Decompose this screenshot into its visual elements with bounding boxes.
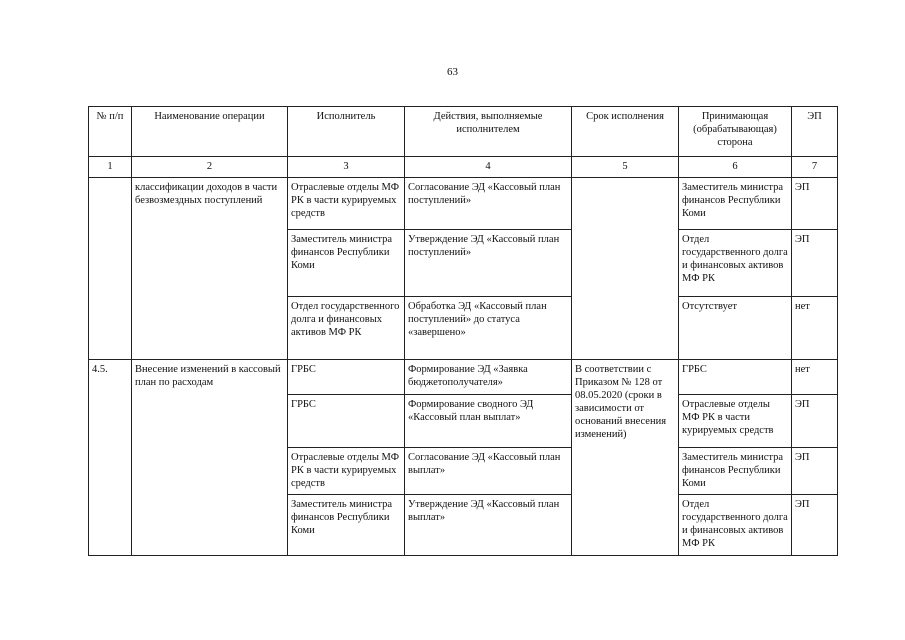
table-row — [89, 360, 838, 395]
column-number: 4 — [405, 157, 572, 178]
column-number: 7 — [792, 157, 838, 178]
column-number: 3 — [288, 157, 405, 178]
header-number: № п/п — [89, 107, 132, 157]
header-action: Действия, выполняемые исполнителем — [405, 107, 572, 157]
executor-cell: Отраслевые отделы МФ РК в части курируемых средств — [288, 178, 405, 230]
ep-cell: ЭП — [792, 395, 838, 448]
deadline-cell: В соответствии с Приказом № 128 от 08.05.2020 (сроки в зависимости от оснований внесения изменений) — [572, 360, 679, 556]
action-cell: Утверждение ЭД «Кассовый план выплат» — [405, 495, 572, 556]
action-cell: Формирование ЭД «Заявка бюджетополучателя» — [405, 360, 572, 395]
column-numbers-row — [89, 157, 838, 178]
operation-name: Внесение изменений в кассовый план по расходам — [132, 360, 288, 556]
action-cell: Формирование сводного ЭД «Кассовый план выплат» — [405, 395, 572, 448]
receiver-cell: Заместитель министра финансов Республики Коми — [679, 448, 792, 495]
header-deadline: Срок исполнения — [572, 107, 679, 157]
receiver-cell: Отдел государственного долга и финансовых активов МФ РК — [679, 230, 792, 297]
receiver-cell: Отраслевые отделы МФ РК в части курируемых средств — [679, 395, 792, 448]
executor-cell: Отдел государственного долга и финансовых активов МФ РК — [288, 297, 405, 360]
ep-cell: ЭП — [792, 495, 838, 556]
column-number: 1 — [89, 157, 132, 178]
ep-cell: нет — [792, 360, 838, 395]
executor-cell: ГРБС — [288, 360, 405, 395]
executor-cell: Заместитель министра финансов Республики Коми — [288, 230, 405, 297]
ep-cell: нет — [792, 297, 838, 360]
header-executor: Исполнитель — [288, 107, 405, 157]
deadline-cell — [572, 178, 679, 360]
header-operation: Наименование операции — [132, 107, 288, 157]
executor-cell: Заместитель министра финансов Республики Коми — [288, 495, 405, 556]
table-header-row — [89, 107, 838, 157]
action-cell: Согласование ЭД «Кассовый план выплат» — [405, 448, 572, 495]
receiver-cell: Отсутствует — [679, 297, 792, 360]
table-row — [89, 178, 838, 230]
operation-name: классификации доходов в части безвозмездных поступлений — [132, 178, 288, 360]
row-number-cell: 4.5. — [89, 360, 132, 556]
column-number: 2 — [132, 157, 288, 178]
action-cell: Утверждение ЭД «Кассовый план поступлений» — [405, 230, 572, 297]
column-number: 6 — [679, 157, 792, 178]
receiver-cell: Отдел государственного долга и финансовых активов МФ РК — [679, 495, 792, 556]
action-cell: Согласование ЭД «Кассовый план поступлений» — [405, 178, 572, 230]
executor-cell: Отраслевые отделы МФ РК в части курируемых средств — [288, 448, 405, 495]
receiver-cell: Заместитель министра финансов Республики Коми — [679, 178, 792, 230]
header-receiver: Принимающая (обрабатывающая) сторона — [679, 107, 792, 157]
ep-cell: ЭП — [792, 230, 838, 297]
action-cell: Обработка ЭД «Кассовый план поступлений» до статуса «завершено» — [405, 297, 572, 360]
receiver-cell: ГРБС — [679, 360, 792, 395]
column-number: 5 — [572, 157, 679, 178]
ep-cell: ЭП — [792, 178, 838, 230]
row-number-cell — [89, 178, 132, 360]
executor-cell: ГРБС — [288, 395, 405, 448]
ep-cell: ЭП — [792, 448, 838, 495]
procedure-table — [88, 106, 838, 556]
header-ep: ЭП — [792, 107, 838, 157]
page-number: 63 — [447, 66, 458, 78]
